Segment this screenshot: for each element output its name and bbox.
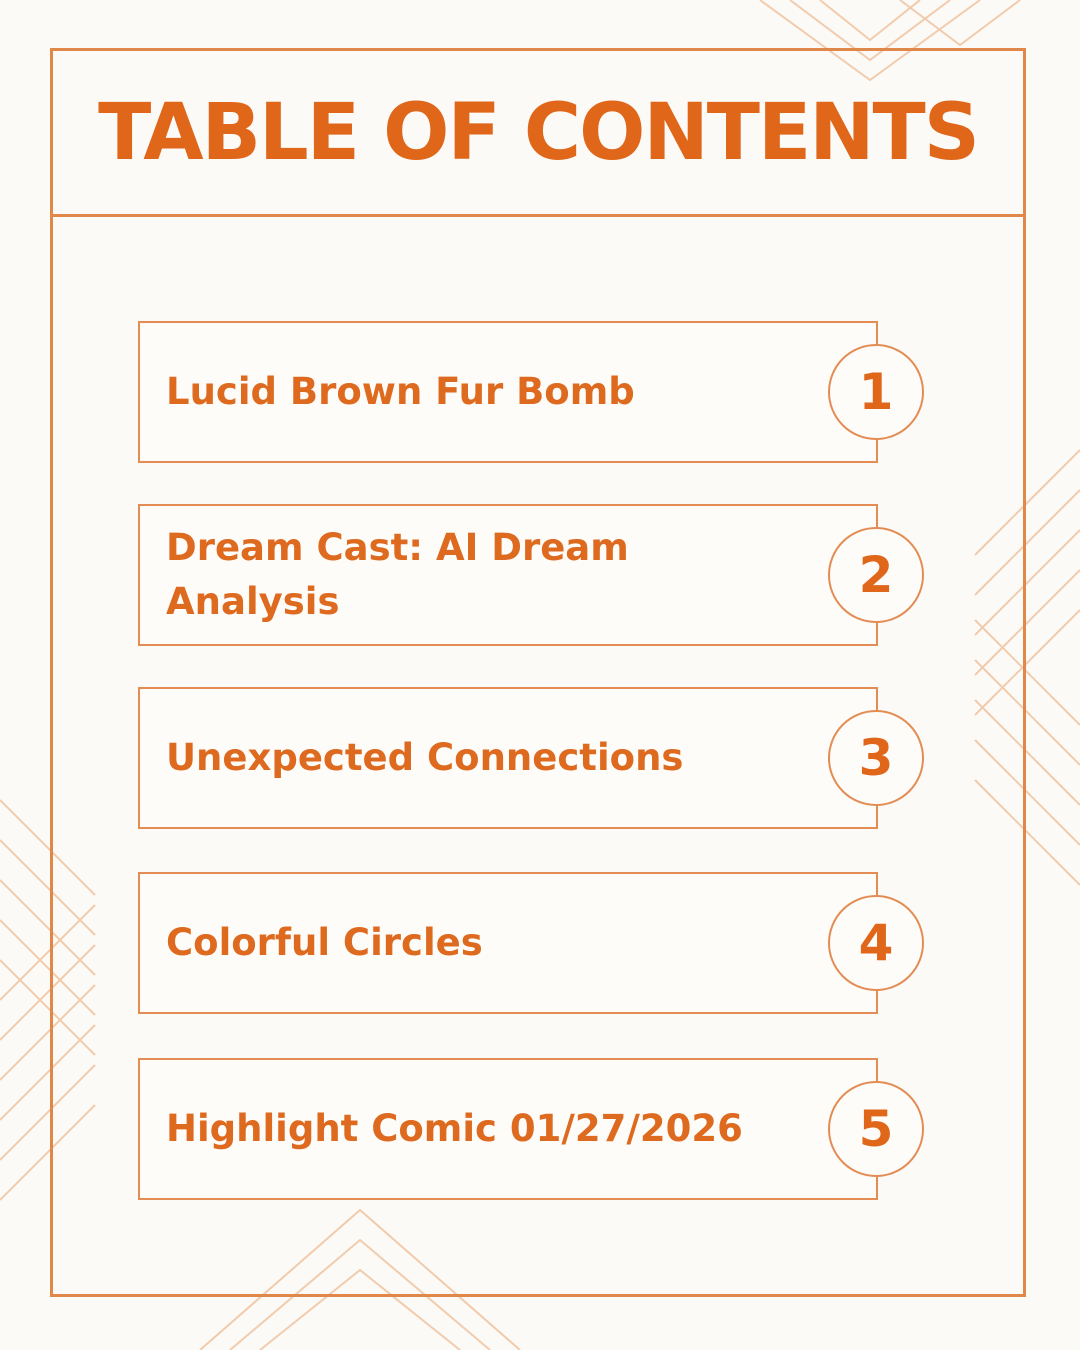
- toc-item-5[interactable]: [138, 1058, 878, 1200]
- toc-item-number-badge: 4: [828, 895, 924, 991]
- page-title: TABLE OF CONTENTS: [98, 87, 978, 178]
- toc-item-4[interactable]: [138, 872, 878, 1014]
- toc-item-label: Colorful Circles: [166, 921, 483, 965]
- toc-item-label: Unexpected Connections: [166, 736, 684, 780]
- toc-item-1[interactable]: [138, 321, 878, 463]
- toc-item-number-badge: 5: [828, 1081, 924, 1177]
- toc-item-number-badge: 2: [828, 527, 924, 623]
- toc-item-number-badge: 1: [828, 344, 924, 440]
- toc-item-label: Dream Cast: AI Dream Analysis: [166, 526, 629, 623]
- toc-item-2[interactable]: [138, 504, 878, 646]
- toc-item-3[interactable]: [138, 687, 878, 829]
- toc-item-number-badge: 3: [828, 710, 924, 806]
- header: [53, 51, 1023, 217]
- toc-item-label: Highlight Comic 01/27/2026: [166, 1107, 743, 1151]
- toc-item-label: Lucid Brown Fur Bomb: [166, 370, 635, 414]
